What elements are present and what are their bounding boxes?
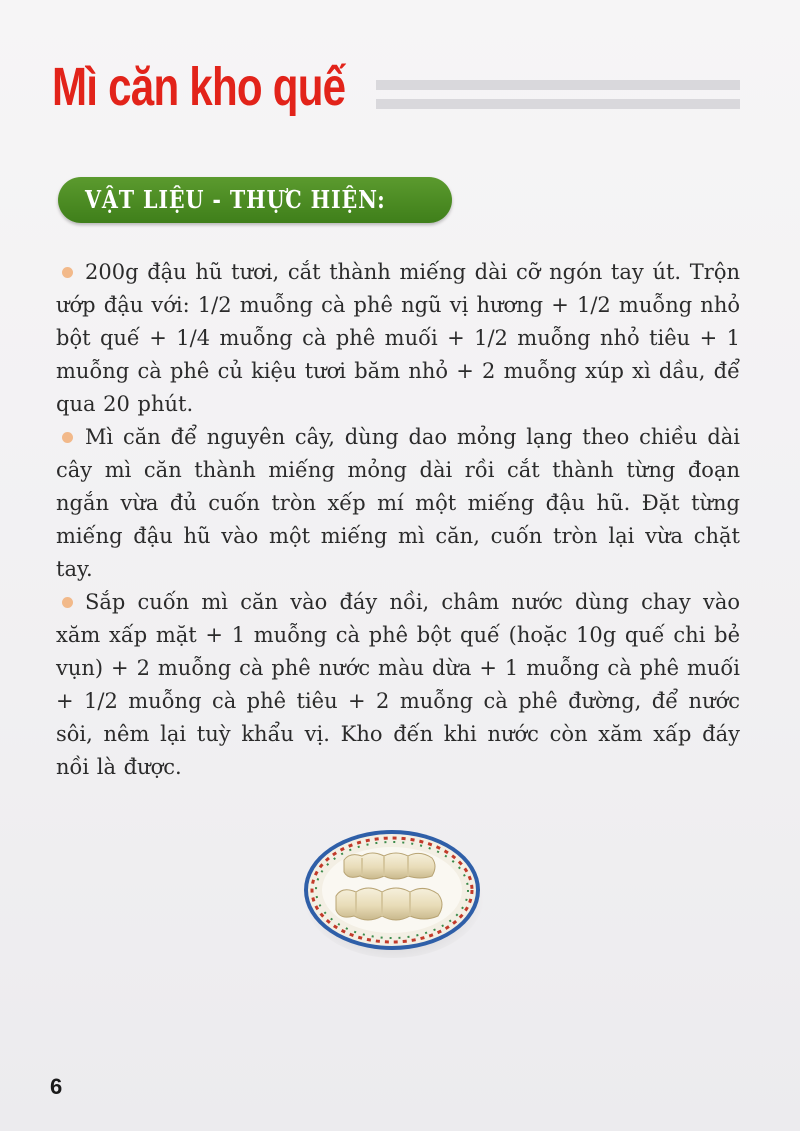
dish-photo bbox=[300, 822, 484, 958]
title-decoration bbox=[376, 80, 740, 118]
bullet-dot-icon bbox=[62, 597, 73, 608]
section-header-badge bbox=[58, 177, 452, 223]
decoration-line bbox=[376, 99, 740, 109]
instruction-text: 200g đậu hũ tươi, cắt thành miếng dài cỡ ngón tay út. Trộn ướp đậu với: 1/2 muỗng cà phê ngũ vị hương + 1/2 muỗng nhỏ bột quế + 1/4 muỗng cà phê muối + 1/2 muỗng nhỏ tiêu + 1 muỗng cà phê củ kiệu tươi băm nhỏ + 2 muỗng xúp xì dầu, để qua 20 phút. bbox=[56, 260, 740, 416]
instruction-text: Mì căn để nguyên cây, dùng dao mỏng lạng theo chiều dài cây mì căn thành miếng mỏng dài rồi cắt thành từng đoạn ngắn vừa đủ cuốn tròn xếp mí một miếng đậu hũ. Đặt từng miếng đậu hũ vào một miếng mì căn, cuốn tròn lại vừa chặt tay. bbox=[56, 425, 740, 581]
instruction-paragraph bbox=[56, 256, 740, 421]
bullet-dot-icon bbox=[62, 267, 73, 278]
plated-dish-photo bbox=[300, 822, 484, 958]
recipe-instructions bbox=[56, 256, 740, 784]
decoration-line bbox=[376, 80, 740, 90]
instruction-text: Sắp cuốn mì căn vào đáy nồi, châm nước dùng chay vào xăm xấp mặt + 1 muỗng cà phê bột quế (hoặc 10g quế chi bẻ vụn) + 2 muỗng cà phê nước màu dừa + 1 muỗng cà phê muối + 1/2 muỗng cà phê tiêu + 2 muỗng cà phê đường, để nước sôi, nêm lại tuỳ khẩu vị. Kho đến khi nước còn xăm xấp đáy nồi là được. bbox=[56, 590, 740, 779]
instruction-paragraph bbox=[56, 586, 740, 784]
page-title: Mì căn kho quế bbox=[52, 57, 346, 117]
instruction-paragraph bbox=[56, 421, 740, 586]
bullet-dot-icon bbox=[62, 432, 73, 443]
section-header-label: VẬT LIỆU - THỰC HIỆN: bbox=[85, 185, 386, 214]
page-number: 6 bbox=[50, 1074, 63, 1099]
